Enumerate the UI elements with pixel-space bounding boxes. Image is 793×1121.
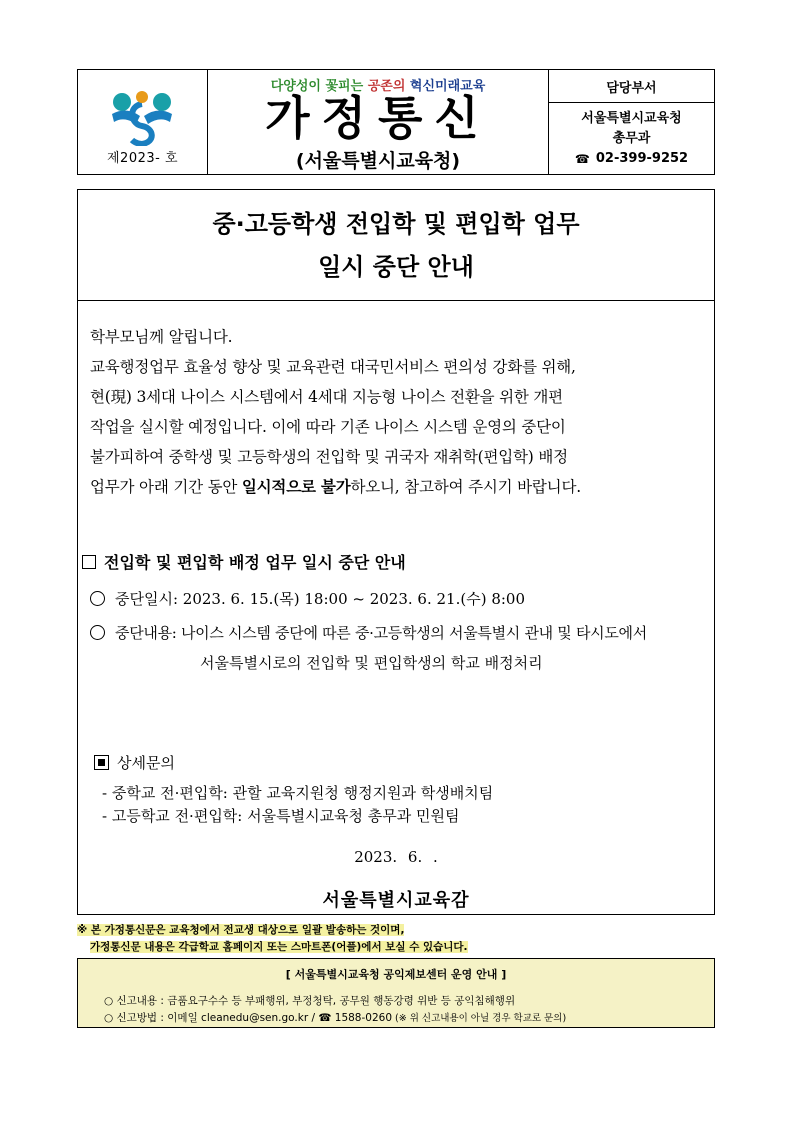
title-cell (208, 70, 549, 174)
department-cell (549, 70, 714, 174)
para-text: 하오니, 참고하여 주시기 바랍니다. (350, 478, 581, 496)
para-emphasis: 일시적으로 불가 (241, 478, 351, 496)
suspend-period-text: 중단일시: 2023. 6. 15.(목) 18:00 ~ 2023. 6. 21.(수) 8:00 (115, 590, 526, 608)
phone-icon: ☎ (574, 152, 590, 166)
suspend-content-item (90, 622, 647, 643)
report-method-text: ○ 신고방법 : 이메일 cleanedu@sen.go.kr / ☎ 1588-0260 (104, 1012, 392, 1024)
contact-high-school: - 고등학교 전·편입학: 서울특별시교육청 총무과 민원팀 (102, 807, 460, 825)
newsletter-subtitle: (서울특별시교육청) (295, 150, 461, 172)
suspend-content-text: 중단내용: 나이스 시스템 중단에 따른 중·고등학생의 서울특별시 관내 및 타시도에서 (115, 624, 647, 642)
circle-bullet-icon (90, 625, 105, 640)
footnote-1 (77, 922, 404, 937)
para-text: 업무가 아래 기간 동안 (90, 478, 242, 496)
notice-body (77, 189, 715, 915)
whistleblower-info-box (77, 958, 715, 1028)
newsletter-title: 가정통신 (265, 91, 491, 145)
report-method-note: (※ 위 신고내용이 아닐 경우 학교로 문의) (392, 1013, 567, 1024)
issue-number: 제2023- 호 (106, 151, 179, 166)
suspend-period-item (90, 588, 525, 609)
notice-title-line2: 일시 중단 안내 (318, 253, 474, 281)
footnote-2-text: 가정통신문 내용은 각급학교 홈페이지 또는 스마트폰(어플)에서 보실 수 있습니다. (90, 941, 468, 953)
section-title: 전입학 및 편입학 배정 업무 일시 중단 안내 (104, 553, 406, 572)
slogan-part-b: 공존의 (367, 79, 406, 94)
seoul-education-emblem-icon (106, 84, 178, 146)
suspend-content-continuation: 서울특별시로의 전입학 및 편입학생의 학교 배정처리 (200, 654, 543, 672)
department-name: 서울특별시교육청 (581, 111, 682, 126)
department-info (549, 103, 714, 174)
department-label: 담당부서 (549, 70, 714, 103)
report-title: [ 서울특별시교육청 공익제보센터 운영 안내 ] (285, 968, 507, 981)
logo-cell (78, 70, 208, 174)
department-team: 총무과 (612, 131, 651, 146)
contact-heading (94, 752, 175, 773)
title-divider (78, 300, 714, 301)
notice-date: 2023. 6. . (354, 848, 438, 866)
newsletter-header (77, 69, 715, 175)
para-line (90, 472, 708, 502)
square-bullet-icon (82, 555, 96, 569)
para-line: 불가피하여 중학생 및 고등학생의 전입학 및 귀국자 재취학(편입학) 배정 (90, 448, 568, 466)
para-line: 현(現) 3세대 나이스 시스템에서 4세대 지능형 나이스 전환을 위한 개편 (90, 388, 563, 406)
para-line: 교육행정업무 효율성 향상 및 교육관련 대국민서비스 편의성 강화를 위해, (90, 358, 576, 376)
slogan-part-c: 혁신미래교육 (405, 79, 486, 94)
para-line: 학부모님께 알립니다. (90, 328, 233, 346)
notice-title-line1: 중·고등학생 전입학 및 편입학 업무 (212, 210, 580, 238)
signer: 서울특별시교육감 (322, 890, 470, 911)
circle-bullet-icon (90, 591, 105, 606)
slogan-part-a: 다양성이 꽃피는 (270, 79, 368, 94)
contact-middle-school: - 중학교 전·편입학: 관할 교육지원청 행정지원과 학생배치팀 (102, 784, 494, 802)
report-method (104, 1010, 566, 1025)
report-content: ○ 신고내용 : 금품요구수수 등 부패행위, 부정청탁, 공무원 행동강령 위반 등 공익침해행위 (104, 995, 516, 1007)
para-line: 작업을 실시할 예정입니다. 이에 따라 기존 나이스 시스템 운영의 중단이 (90, 418, 566, 436)
phone-line (549, 149, 714, 169)
footnote-1-text: ※ 본 가정통신문은 교육청에서 전교생 대상으로 일괄 발송하는 것이며, (77, 924, 405, 936)
section-heading (82, 550, 406, 573)
phone-number: 02-399-9252 (595, 151, 689, 166)
filled-square-icon (94, 755, 109, 770)
contact-title: 상세문의 (117, 754, 175, 772)
footnote-2 (90, 939, 468, 954)
notice-paragraph (90, 322, 708, 502)
